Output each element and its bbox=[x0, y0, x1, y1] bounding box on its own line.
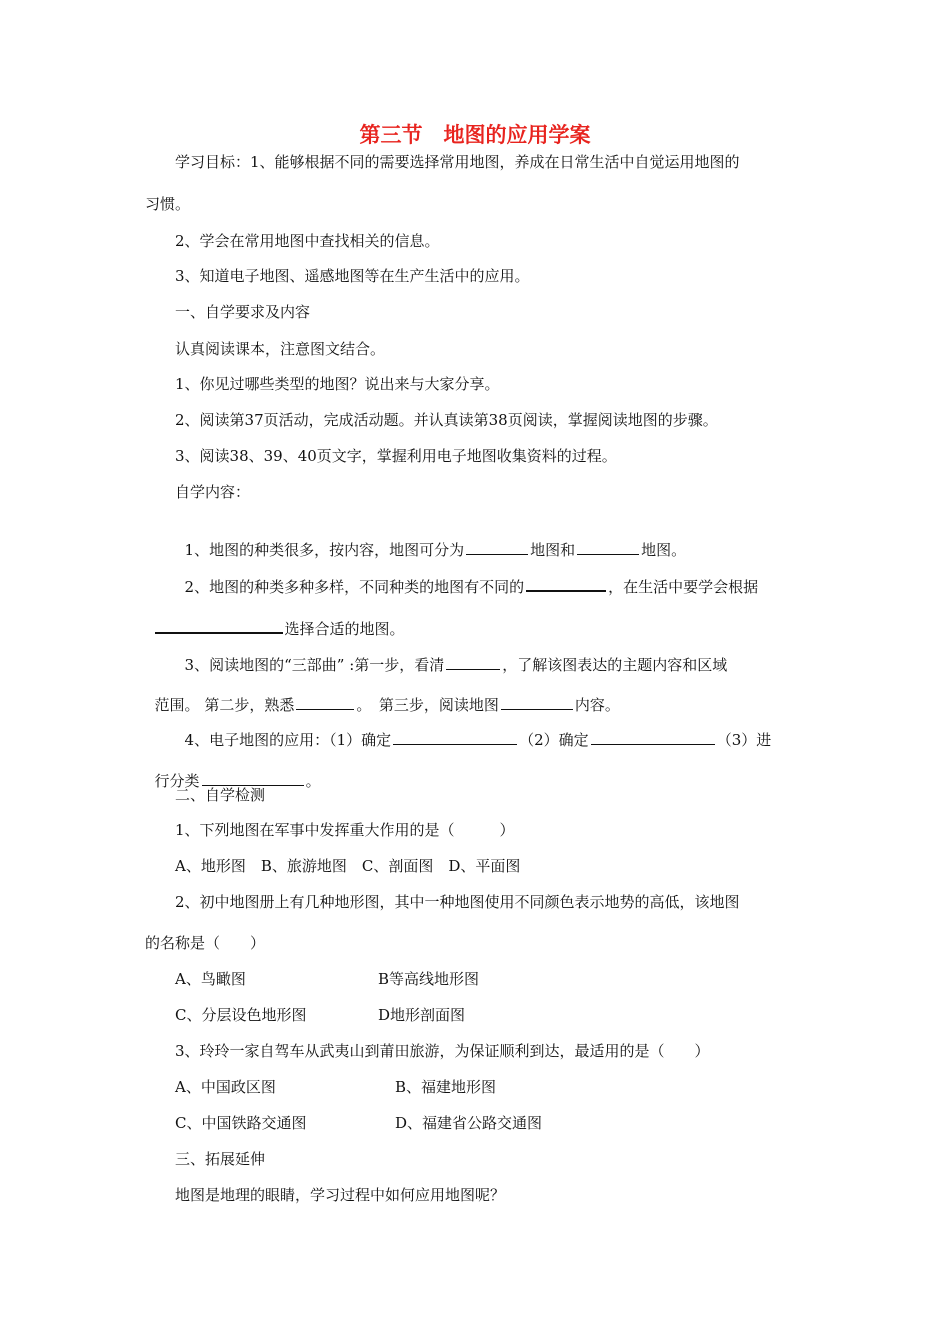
question-3-option-c: C、中国铁路交通图 bbox=[175, 1114, 307, 1132]
content-item-3 bbox=[175, 631, 727, 676]
question-2-option-c: C、分层设色地形图 bbox=[175, 1006, 307, 1024]
content-text: 内容。 bbox=[574, 696, 620, 714]
objective-item-2: 2、学会在常用地图中查找相关的信息。 bbox=[175, 232, 440, 250]
requirement-2: 2、阅读第37页活动，完成活动题。并认真读第38页阅读，掌握阅读地图的步骤。 bbox=[175, 411, 718, 429]
content-text: ，了解该图表达的主题内容和区域 bbox=[502, 656, 728, 674]
question-1-options: A、地形图 B、旅游地图 C、剖面图 D、平面图 bbox=[175, 857, 521, 875]
objectives-line: 学习目标：1、能够根据不同的需要选择常用地图，养成在日常生活中自觉运用地图的 bbox=[175, 153, 740, 171]
question-3-option-a: A、中国政区图 bbox=[175, 1078, 276, 1096]
page-title: 第三节 地图的应用学案 bbox=[359, 123, 591, 147]
requirement-3: 3、阅读38、39、40页文字，掌握利用电子地图收集资料的过程。 bbox=[175, 447, 617, 465]
question-3-option-d: D、福建省公路交通图 bbox=[395, 1114, 543, 1132]
content-text: 3、阅读地图的“三部曲” :第一步，看清 bbox=[184, 656, 445, 674]
question-2-stem: 2、初中地图册上有几种地形图，其中一种地图使用不同颜色表示地势的高低，该地图 bbox=[175, 893, 740, 911]
fill-blank[interactable] bbox=[393, 728, 517, 745]
question-2-option-a: A、鸟瞰图 bbox=[175, 970, 246, 988]
content-text: 1、地图的种类很多，按内容，地图可分为 bbox=[184, 541, 465, 559]
section1-intro: 认真阅读课本，注意图文结合。 bbox=[175, 340, 386, 358]
objective-item-3: 3、知道电子地图、遥感地图等在生产生活中的应用。 bbox=[175, 267, 530, 285]
content-heading: 自学内容： bbox=[175, 483, 251, 501]
section-heading-3: 三、拓展延伸 bbox=[175, 1150, 266, 1168]
fill-blank[interactable] bbox=[526, 574, 606, 592]
content-text: 。 bbox=[305, 772, 321, 790]
extension-text: 地图是地理的眼睛，学习过程中如何应用地图呢？ bbox=[175, 1186, 506, 1204]
requirement-1: 1、你见过哪些类型的地图？说出来与大家分享。 bbox=[175, 375, 500, 393]
objectives-line-cont: 习惯。 bbox=[145, 195, 191, 213]
fill-blank[interactable] bbox=[446, 653, 500, 670]
content-text: ，在生活中要学会根据 bbox=[608, 578, 759, 596]
content-text: 。 第三步，阅读地图 bbox=[356, 696, 499, 714]
content-text: 选择合适的地图。 bbox=[284, 620, 405, 638]
content-item-2 bbox=[175, 552, 758, 598]
section-heading-1: 一、自学要求及内容 bbox=[175, 303, 311, 321]
question-2-option-d: D地形剖面图 bbox=[378, 1006, 466, 1024]
section-heading-2: 二、自学检测 bbox=[175, 786, 266, 804]
content-text: 地图。 bbox=[641, 541, 687, 559]
content-text: 2、地图的种类多种多样，不同种类的地图有不同的 bbox=[184, 578, 525, 596]
question-1-stem: 1、下列地图在军事中发挥重大作用的是（ ） bbox=[175, 821, 515, 839]
content-item-4 bbox=[175, 706, 771, 751]
content-text: （2）确定 bbox=[519, 731, 589, 749]
content-text: （3）进 bbox=[716, 731, 772, 749]
content-text: 范围。 第二步，熟悉 bbox=[154, 696, 295, 714]
content-text: 行分类 bbox=[154, 772, 200, 790]
content-text: 地图和 bbox=[530, 541, 576, 559]
question-3-option-b: B、福建地形图 bbox=[395, 1078, 497, 1096]
question-2-option-b: B等高线地形图 bbox=[378, 970, 480, 988]
content-text: 4、电子地图的应用：（1）确定 bbox=[184, 731, 392, 749]
fill-blank[interactable] bbox=[591, 728, 715, 745]
question-2-stem-cont: 的名称是（ ） bbox=[145, 934, 266, 952]
question-3-stem: 3、玲玲一家自驾车从武夷山到莆田旅游，为保证顺利到达，最适用的是（ ） bbox=[175, 1042, 710, 1060]
